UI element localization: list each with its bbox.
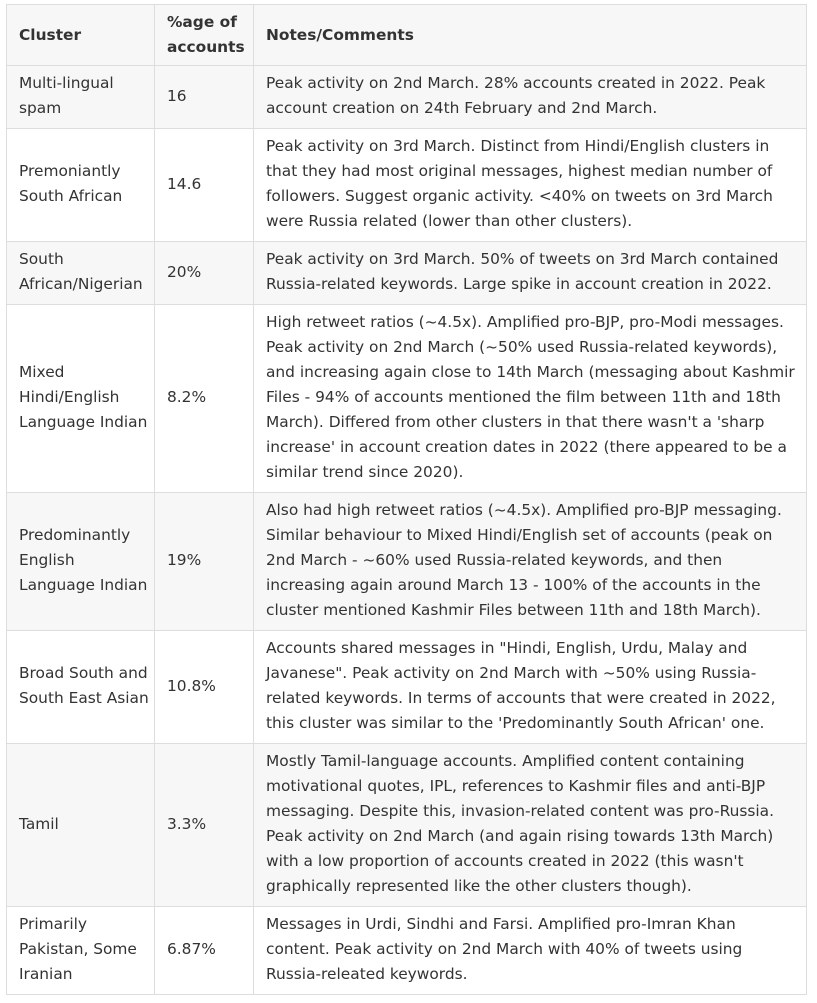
notes-cell: Messages in Urdi, Sindhi and Farsi. Amplified pro-Imran Khan content. Peak activity on 2nd March with 40% of tweets using Russia-releated keywords. <box>254 907 807 995</box>
cluster-cell: Mixed Hindi/English Language Indian <box>7 305 155 493</box>
table-row <box>7 631 807 744</box>
cluster-table <box>6 4 807 995</box>
table-header <box>7 5 807 66</box>
cluster-cell: Primarily Pakistan, Some Iranian <box>7 907 155 995</box>
percent-cell: 16 <box>155 66 254 129</box>
header-percent-of-accounts: %age of accounts <box>155 5 254 66</box>
percent-cell: 6.87% <box>155 907 254 995</box>
content-area <box>6 4 806 995</box>
table-row <box>7 242 807 305</box>
table-row <box>7 744 807 907</box>
cluster-cell: Broad South and South East Asian <box>7 631 155 744</box>
cluster-cell: Multi-lingual spam <box>7 66 155 129</box>
table-row <box>7 305 807 493</box>
percent-cell: 10.8% <box>155 631 254 744</box>
header-row <box>7 5 807 66</box>
notes-cell: Peak activity on 3rd March. 50% of tweets on 3rd March contained Russia-related keywords. Large spike in account creation in 2022. <box>254 242 807 305</box>
table-body <box>7 66 807 995</box>
percent-cell: 20% <box>155 242 254 305</box>
notes-cell: Also had high retweet ratios (~4.5x). Amplified pro-BJP messaging. Similar behaviour to Mixed Hindi/English set of accounts (peak on 2nd March - ~60% used Russia-related keywords, and then increasing again around March 13 - 100% of the accounts in the cluster mentioned Kashmir Files between 11th and 18th March). <box>254 493 807 631</box>
notes-cell: High retweet ratios (~4.5x). Amplified pro-BJP, pro-Modi messages. Peak activity on 2nd March (~50% used Russia-related keywords), and increasing again close to 14th March (messaging about Kashmir Files - 94% of accounts mentioned the film between 11th and 18th March). Differed from other clusters in that there wasn't a 'sharp increase' in account creation dates in 2022 (there appeared to be a similar trend since 2020). <box>254 305 807 493</box>
table-row <box>7 907 807 995</box>
table-row <box>7 129 807 242</box>
cluster-cell: Predominantly English Language Indian <box>7 493 155 631</box>
table-row <box>7 493 807 631</box>
percent-cell: 14.6 <box>155 129 254 242</box>
percent-cell: 3.3% <box>155 744 254 907</box>
cluster-cell: South African/Nigerian <box>7 242 155 305</box>
notes-cell: Peak activity on 2nd March. 28% accounts created in 2022. Peak account creation on 24th February and 2nd March. <box>254 66 807 129</box>
notes-cell: Mostly Tamil-language accounts. Amplified content containing motivational quotes, IPL, references to Kashmir files and anti-BJP messaging. Despite this, invasion-related content was pro-Russia. Peak activity on 2nd March (and again rising towards 13th March) with a low proportion of accounts created in 2022 (this wasn't graphically represented like the other clusters though). <box>254 744 807 907</box>
notes-cell: Peak activity on 3rd March. Distinct from Hindi/English clusters in that they had most original messages, highest median number of followers. Suggest organic activity. <40% on tweets on 3rd March were Russia related (lower than other clusters). <box>254 129 807 242</box>
notes-cell: Accounts shared messages in "Hindi, English, Urdu, Malay and Javanese". Peak activity on 2nd March with ~50% using Russia-related keywords. In terms of accounts that were created in 2022, this cluster was similar to the 'Predominantly South African' one. <box>254 631 807 744</box>
header-notes-comments: Notes/Comments <box>254 5 807 66</box>
percent-cell: 8.2% <box>155 305 254 493</box>
header-cluster: Cluster <box>7 5 155 66</box>
cluster-cell: Tamil <box>7 744 155 907</box>
percent-cell: 19% <box>155 493 254 631</box>
table-row <box>7 66 807 129</box>
cluster-cell: Premoniantly South African <box>7 129 155 242</box>
